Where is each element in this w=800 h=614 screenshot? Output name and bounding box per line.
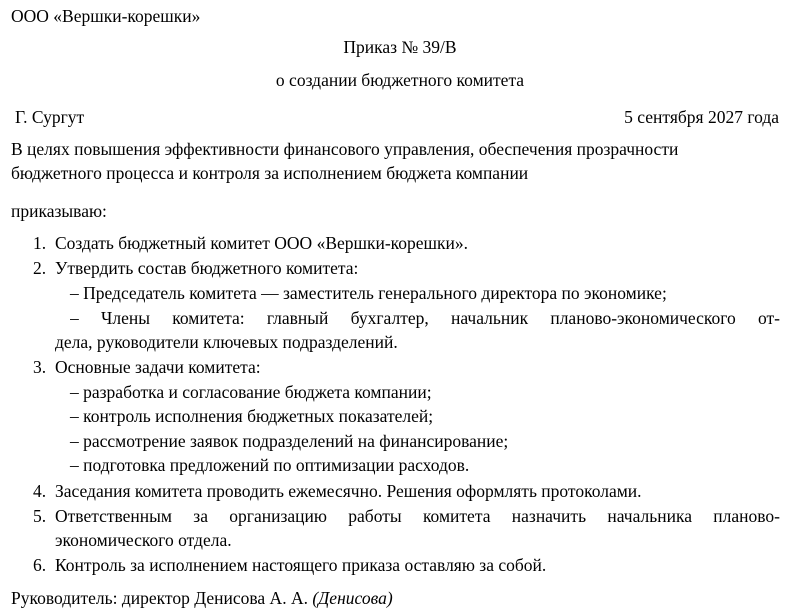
order-subject: о создании бюджетного комитета [275,70,525,90]
item-text-continuation: экономического отдела. [55,530,232,550]
order-item-3 [0,355,800,379]
item-number: 5. [33,506,47,526]
item-number: 3. [33,357,47,377]
signature-name: (Денисова) [312,588,393,608]
item-number: 2. [33,258,47,278]
order-word: приказываю: [11,201,107,221]
item-text: Ответственным за организацию работы комитета назначить начальника планово- [55,506,780,526]
preamble [11,137,781,185]
item-subpoint: – контроль исполнения бюджетных показателей; [70,406,434,426]
signature-line [11,586,393,610]
item-text: Создать бюджетный комитет ООО «Вершки-корешки». [55,233,469,253]
item-text: Основные задачи комитета: [55,357,261,377]
order-item-6 [0,553,800,577]
item-text: Заседания комитета проводить ежемесячно. Решения оформлять протоколами. [55,481,642,501]
item-text: Утвердить состав бюджетного комитета: [55,258,359,278]
order-item-1 [0,231,800,255]
signature-label: Руководитель: директор Денисова А. А. [11,588,308,608]
item-number: 6. [33,555,47,575]
item-text: Контроль за исполнением настоящего приказа оставляю за собой. [55,555,547,575]
order-title: Приказ № 39/В [343,37,457,57]
item-number: 4. [33,481,47,501]
order-date: 5 сентября 2027 года [624,107,779,127]
company-name: ООО «Вершки-корешки» [11,6,201,26]
preamble-line: В целях повышения эффективности финансового управления, обеспечения прозрачности [11,139,679,159]
preamble-line: бюджетного процесса и контроля за исполнением бюджета компании [11,163,529,183]
item-subpoint: – рассмотрение заявок подразделений на финансирование; [70,431,509,451]
item-number: 1. [33,233,47,253]
item-subpoint: – подготовка предложений по оптимизации расходов. [70,455,470,475]
order-item-4 [0,479,800,503]
order-item-2 [0,256,800,280]
city: Г. Сургут [15,107,85,127]
item-subpoint-continuation: дела, руководители ключевых подразделений. [55,332,398,352]
item-subpoint: – разработка и согласование бюджета компании; [70,382,432,402]
item-subpoint: – Члены комитета: главный бухгалтер, начальник планово-экономического от- [70,308,780,328]
item-subpoint: – Председатель комитета — заместитель генерального директора по экономике; [70,283,667,303]
